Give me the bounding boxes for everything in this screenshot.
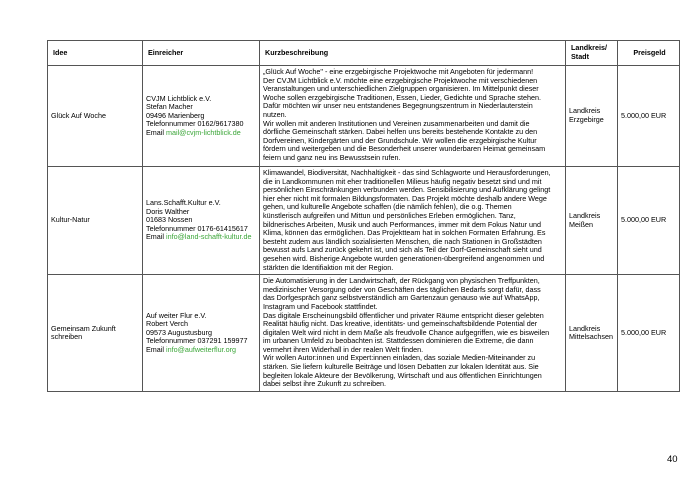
submitter-phone: Telefonnummer 0162/9617380 [146,119,244,129]
description-line: persönlichen Einschränkungen verbunden werden. Sensibilisierung und Aufklärung gelingt [263,185,551,195]
header-landkreis [566,41,618,66]
table-row [48,275,680,392]
cell-preisgeld [618,66,680,167]
preisgeld-value: 5.000,00 EUR [621,327,667,337]
cell-idee [48,275,143,392]
table-header-row [48,41,680,66]
cell-kurzbeschreibung [260,167,566,275]
landkreis-line: Landkreis [569,323,601,333]
description-line: begleiten lokale Akteure der Bevölkerung, Wirtschaft und aus öffentlichen Einrichtungen [263,370,542,380]
submitter-email-row [146,129,256,138]
header-landkreis-line1: Landkreis/ [571,43,607,53]
cell-kurzbeschreibung [260,275,566,392]
description-line: Klimawandel, Biodiversität, Nachhaltigkeit - das sind Schlagworte und Herausforderungen, [263,168,551,177]
description-line: fördern und weitergeben und die Besonderheit unserer wunderbaren Heimat gemeinsam [263,144,546,154]
description-line: dörfliche Gemeinschaft stärken. Dabei helfen uns bereits bestehende Kontakte zu den [263,127,538,137]
idee-text: Glück Auf Woche [51,110,106,120]
cell-einreicher [143,275,260,392]
description-line: bildnerisches Arbeiten, Musik und auch Performances, immer mit dem Fokus Natur und [263,219,542,229]
email-label: Email [146,127,164,137]
description-line: digitalen Welt wird nicht in dem Maße als freudvolle Chance aufgegriffen, wie es bisweilen [263,327,550,337]
submitter-name: Auf weiter Flur e.V. [146,310,207,320]
preisgeld-value: 5.000,00 EUR [621,110,667,120]
header-einreicher: Einreicher [143,41,260,66]
submitter-person: Doris Walther [146,206,190,216]
cell-idee [48,167,143,275]
submitter-address: 01683 Nossen [146,215,193,225]
idee-text: Kultur-Natur [51,215,90,225]
description-line: Wir wollen Autor:innen und Expert:innen einladen, das soziale Medien-Miteinander zu [263,353,536,363]
description-line: stärkten die Identifiaktion mit der Region. [263,262,394,272]
description-line: Wir wollen mit anderen Institutionen und Vereinen zusammenarbeiten und damit die [263,118,530,128]
table-row [48,66,680,167]
header-idee: Idee [48,41,143,66]
landkreis-line: Erzgebirge [569,115,604,124]
submitter-name: CVJM Lichtblick e.V. [146,93,212,103]
description-line: besteht zudem aus ländlich sozialisierten Menschen, die nach Stationen in Großstädten [263,236,542,246]
cell-landkreis [566,66,618,167]
description-line: Woche sollen erzgebirgische Traditionen, Essen, Lieder, Gedichte und Sprache stehen. [263,92,541,102]
header-landkreis-line2: Stadt [571,52,589,61]
submitter-email-row [146,346,256,355]
page-number: 40 [667,454,678,465]
cell-preisgeld [618,275,680,392]
description-line: Die Automatisierung in der Landwirtschaft, der Rückgang von physischen Treffpunkten, [263,276,540,286]
description-line: medizinischer Versorgung oder von Geschäften des täglichen Bedarfs sorgt dafür, dass [263,284,541,294]
cell-einreicher [143,66,260,167]
cell-landkreis [566,167,618,275]
cell-idee [48,66,143,167]
description-line: im urbanen Umfeld zu beobachten ist. Stattdessen dominieren die Extreme, die dann [263,336,534,346]
description-line: Der CVJM Lichtblick e.V. möchte eine erzgebirgische Projektwoche mit verschiedenen [263,75,538,85]
description-line: hier eher nicht mit formalen Bildungsformaten. Das Projekt möchte deshalb andere Wege [263,193,547,203]
submitter-email-row [146,233,256,242]
description-line: gesehen wird. Bisherige Angebote wurden generationen-übergreifend angenommen und [263,253,545,263]
email-label: Email [146,345,164,355]
cell-preisgeld [618,167,680,275]
cell-landkreis [566,275,618,392]
submitter-person: Robert Verch [146,319,188,329]
projects-table [47,40,680,392]
email-link[interactable]: info@aufweiterflur.org [165,345,237,355]
landkreis-line: Mittelsachsen [569,332,613,342]
landkreis-line: Landkreis [569,210,601,220]
preisgeld-value: 5.000,00 EUR [621,215,667,225]
description-line: Instagram und Facebook stattfindet. [263,301,378,311]
landkreis-line: Meißen [569,219,593,229]
description-line: Klima, können das ermöglichen. Das Projektteam hat in solchen Formaten Erfahrung. Es [263,228,546,238]
submitter-address: 09573 Augustusburg [146,327,212,337]
description-line: vermehrt ihren Widerhall in der realen Welt finden. [263,344,424,354]
description-line: feiern und ganz neu ins Bewusstsein rufen. [263,152,401,162]
description-line: Dorfvereinen, Kindergärten und der Grundschule. Wir wollen die erzgebirgische Kultur [263,135,537,145]
submitter-name: Lans.Schafft.Kultur e.V. [146,198,221,208]
header-kurzbeschreibung: Kurzbeschreibung [260,41,566,66]
email-label: Email [146,232,164,242]
submitter-phone: Telefonnummer 0176-61415617 [146,223,248,233]
email-link[interactable]: mail@cvjm-lichtblick.de [165,127,241,137]
cell-einreicher [143,167,260,275]
description-line: bewusst aufs Land zurück gekehrt ist, und sich als Teil der Dorf-Gemeinschaft sieht und [263,245,542,255]
description-line: dabei selbst ihre Zukunft zu schreiben. [263,379,387,389]
idee-text: Gemeinsam Zukunft schreiben [51,323,116,342]
description-line: Dafür möchten wir unser neu entstandenes Begegnungszentrum in Niederlauterstein [263,101,533,111]
description-line: stärken. Sie liefern kulturelle Beiträge und lösen Debatten zur lokalen Identität aus. Sie [263,362,539,372]
submitter-address: 09496 Marienberg [146,110,205,120]
email-link[interactable]: info@land-schafft-kultur.de [165,232,252,242]
description-line: Das digitale Erscheinungsbild öffentlicher und privater Räume entspricht dieser gelebten [263,310,544,320]
description-line: die in Landkommunen mit eher traditionellen Milieus häufig negativ besetzt sind und mit [263,176,542,186]
landkreis-line: Landkreis [569,106,601,116]
description-line: Realität häufig nicht. Das kreative, identitäts- und gemeinschaftsbildende Potential der [263,319,538,329]
cell-kurzbeschreibung [260,66,566,167]
description-line: Veranstaltungen und unterschiedlichen Zielgruppen organisieren. Im Mittelpunkt dieser [263,84,539,94]
description-line: künstlerisch aufgreifen und Mittun und persönliches Erleben ermöglichen. Tanz, [263,210,516,220]
header-preisgeld: Preisgeld [618,41,680,66]
description-line: gehen, und kulturelle Angebote schaffen (die nämlich fehlen), die o.g. Themen [263,202,512,212]
table-row [48,167,680,275]
submitter-phone: Telefonnummer 037291 159977 [146,336,248,346]
description-line: nutzen. [263,109,287,119]
description-line: „Glück Auf Woche" - eine erzgebirgische Projektwoche mit Angeboten für jedermann! [263,67,534,76]
description-line: das Dorfgespräch ganz selbstverständlich am Gartenzaun genauso wie auf WhatsApp, [263,293,540,303]
submitter-person: Stefan Macher [146,102,193,112]
